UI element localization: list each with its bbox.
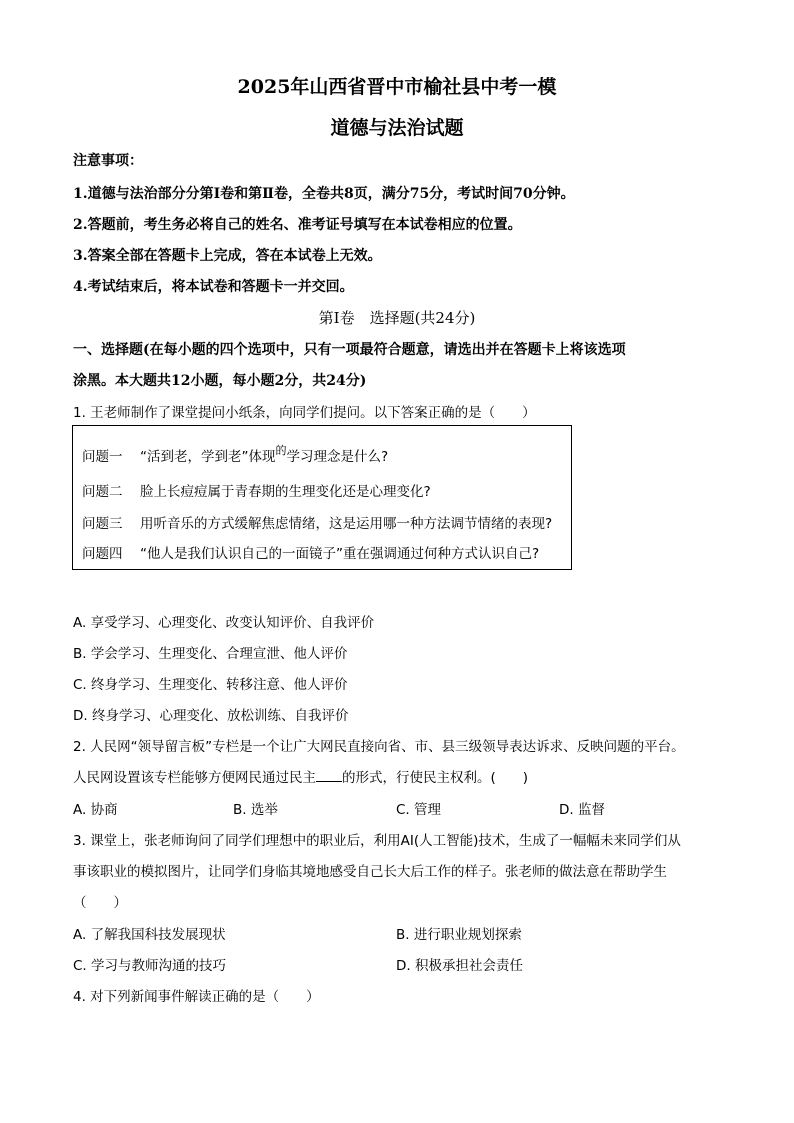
- box-row-text: “活到老，学到老”体现: [140, 449, 276, 465]
- answer-blank: [316, 769, 342, 782]
- question-2-text: 人民网设置该专栏能够方便网民通过民主: [73, 770, 316, 786]
- exam-title: 2025年山西省晋中市榆社县中考一模: [237, 76, 557, 98]
- box-row-tag: 问题二: [82, 484, 123, 500]
- question-3-line: （ ）: [73, 895, 127, 911]
- box-row-text: 学习理念是什么?: [286, 449, 389, 465]
- box-row-text: 脸上长痘痘属于青春期的生理变化还是心理变化?: [140, 484, 431, 500]
- question-1-option-c: C. 终身学习、生理变化、转移注意、他人评价: [73, 677, 348, 693]
- box-row: [82, 480, 431, 500]
- notice-item: 1.道德与法治部分分第Ⅰ卷和第Ⅱ卷，全卷共8页，满分75分，考试时间70分钟。: [73, 186, 575, 202]
- box-row-sup: 的: [275, 444, 287, 457]
- box-row-text: 用听音乐的方式缓解焦虑情绪，这是运用哪一种方法调节情绪的表现?: [140, 516, 553, 532]
- box-row-tag: 问题一: [82, 449, 123, 465]
- question-2-line: [73, 766, 528, 786]
- exam-subtitle: 道德与法治试题: [330, 117, 464, 139]
- question-2-option-c: C. 管理: [396, 802, 442, 818]
- question-1-option-d: D. 终身学习、心理变化、放松训练、自我评价: [73, 708, 349, 724]
- question-2-option-b: B. 选举: [233, 802, 278, 818]
- question-3-line: 事该职业的模拟图片，让同学们身临其境地感受自己长大后工作的样子。张老师的做法意在帮助学生: [73, 864, 667, 880]
- box-row: [82, 512, 552, 532]
- section-instruction: 涂黑。本大题共12小题，每小题2分，共24分): [73, 373, 367, 389]
- question-2-option-a: A. 协商: [73, 802, 118, 818]
- notice-item: 3.答案全部在答题卡上完成，答在本试卷上无效。: [73, 248, 382, 264]
- box-row: [82, 445, 388, 465]
- notice-item: 2.答题前，考生务必将自己的姓名、准考证号填写在本试卷相应的位置。: [73, 217, 522, 233]
- question-3-option-d: D. 积极承担社会责任: [396, 958, 523, 974]
- question-2-line: 2. 人民网“领导留言板”专栏是一个让广大网民直接向省、市、县三级领导表达诉求、反映问题的平台。: [73, 739, 685, 755]
- question-2-option-d: D. 监督: [559, 802, 605, 818]
- question-3-option-a: A. 了解我国科技发展现状: [73, 927, 226, 943]
- question-1-option-b: B. 学会学习、生理变化、合理宣泄、他人评价: [73, 646, 348, 662]
- section-label: 第Ⅰ卷 选择题(共24分): [318, 309, 476, 327]
- question-4-stem: 4. 对下列新闻事件解读正确的是（ ）: [73, 989, 320, 1005]
- question-1-stem: 1. 王老师制作了课堂提问小纸条，向同学们提问。以下答案正确的是（ ）: [73, 405, 536, 421]
- question-2-text: 的形式，行使民主权利。( ): [342, 770, 529, 786]
- notice-item: 4.考试结束后，将本试卷和答题卡一并交回。: [73, 279, 354, 295]
- question-3-option-b: B. 进行职业规划探索: [396, 927, 522, 943]
- notice-heading: 注意事项：: [73, 153, 143, 169]
- question-1-box: [72, 425, 572, 570]
- box-row-text: “他人是我们认识自己的一面镜子”重在强调通过何种方式认识自己?: [140, 546, 540, 562]
- box-row: [82, 542, 539, 562]
- question-3-line: 3. 课堂上，张老师询问了同学们理想中的职业后，利用AI(人工智能)技术，生成了一幅幅未来同学们从: [73, 833, 681, 849]
- box-row-tag: 问题四: [82, 546, 123, 562]
- question-1-option-a: A. 享受学习、心理变化、改变认知评价、自我评价: [73, 615, 375, 631]
- question-3-option-c: C. 学习与教师沟通的技巧: [73, 958, 227, 974]
- box-row-tag: 问题三: [82, 516, 123, 532]
- section-instruction: 一、选择题(在每小题的四个选项中，只有一项最符合题意，请选出并在答题卡上将该选项: [73, 342, 626, 358]
